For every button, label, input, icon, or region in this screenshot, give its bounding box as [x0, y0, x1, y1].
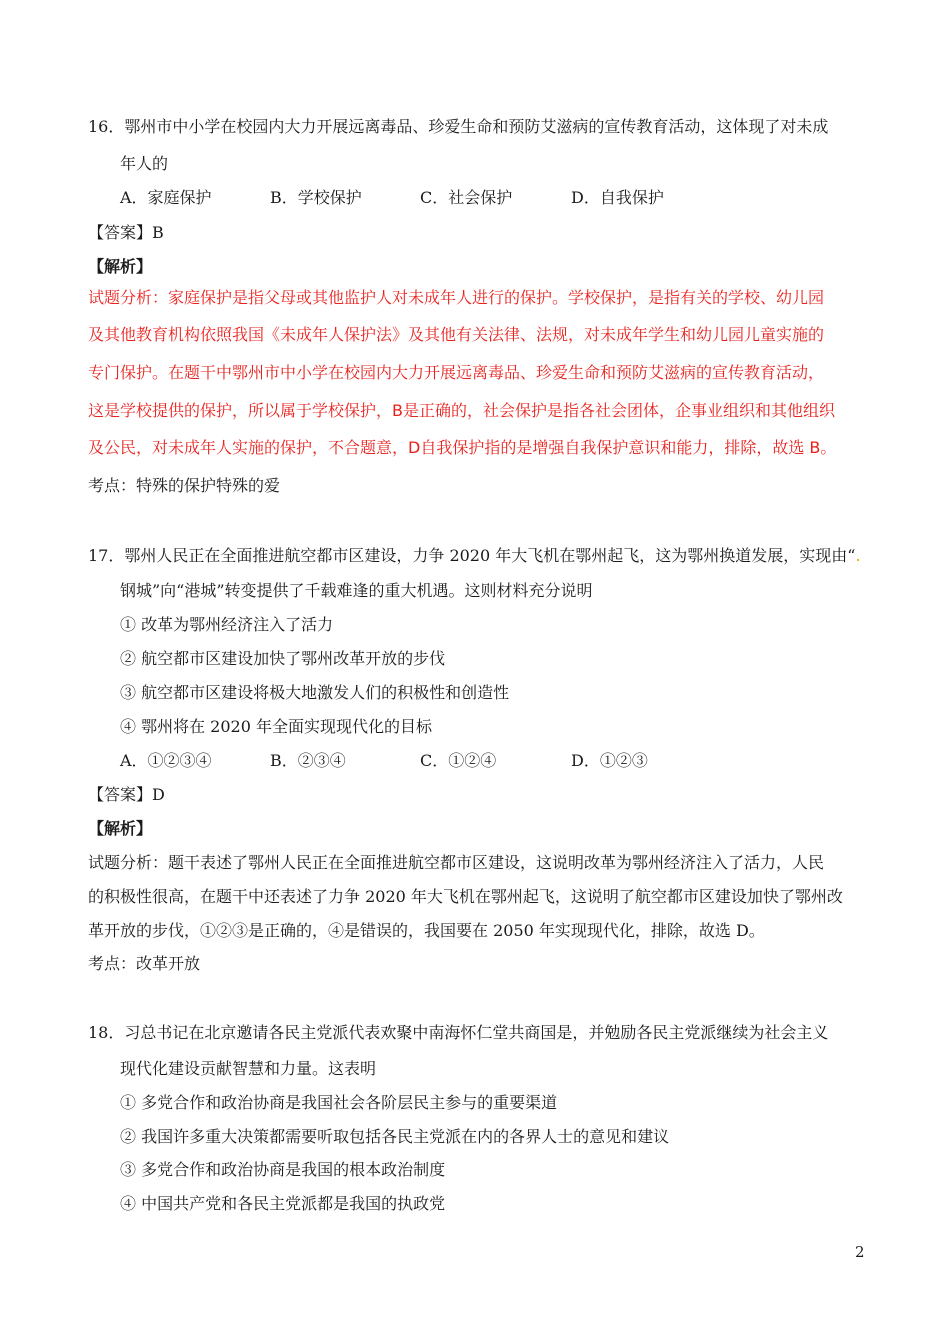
q17-analysis-line-2: 的积极性很高，在题干中还表述了力争 2020 年大飞机在鄂州起飞，这说明了航空都市区建设加快了鄂州改	[88, 887, 843, 906]
q16-stem-line-1: 16．鄂州市中小学在校园内大力开展远离毒品、珍爱生命和预防艾滋病的宣传教育活动，这体现了对未成	[88, 117, 829, 136]
q17-stem-dot: .	[855, 546, 861, 565]
q17-option-c: C．①②④	[420, 751, 497, 770]
q18-stem-line-2: 现代化建设贡献智慧和力量。这表明	[120, 1059, 377, 1078]
q16-stem-line-2: 年人的	[120, 154, 169, 173]
q17-analysis-line-3: 革开放的步伐，①②③是正确的，④是错误的，我国要在 2050 年实现现代化，排除，故选 D。	[88, 921, 765, 940]
q17-item-3: ③ 航空都市区建设将极大地激发人们的积极性和创造性	[120, 683, 510, 702]
q16-kaodian: 考点：特殊的保护特殊的爱	[88, 476, 281, 495]
q17-analysis-line-1: 试题分析：题干表述了鄂州人民正在全面推进航空都市区建设，这说明改革为鄂州经济注入了活力，人民	[88, 853, 825, 872]
q18-item-1: ① 多党合作和政治协商是我国社会各阶层民主参与的重要渠道	[120, 1093, 558, 1112]
q16-option-a: A．家庭保护	[120, 188, 212, 207]
q16-option-b: B．学校保护	[270, 188, 362, 207]
q18-item-2: ② 我国许多重大决策都需要听取包括各民主党派在内的各界人士的意见和建议	[120, 1127, 670, 1146]
q17-option-d: D．①②③	[571, 751, 648, 770]
q17-item-2: ② 航空都市区建设加快了鄂州改革开放的步伐	[120, 649, 446, 668]
q16-analysis-heading: 【解析】	[88, 257, 153, 276]
q17-stem-line-2: 钢城”向“港城”转变提供了千载难逢的重大机遇。这则材料充分说明	[120, 581, 593, 600]
q16-option-d: D．自我保护	[571, 188, 664, 207]
q17-answer: 【答案】D	[88, 785, 165, 804]
q17-option-a: A．①②③④	[120, 751, 212, 770]
page-number: 2	[855, 1243, 865, 1261]
q16-analysis-line-1: 试题分析：家庭保护是指父母或其他监护人对未成年人进行的保护。学校保护，是指有关的学校、幼儿园	[88, 288, 825, 307]
q16-analysis-line-3: 专门保护。在题干中鄂州市中小学在校园内大力开展远离毒品、珍爱生命和预防艾滋病的宣传教育活动，	[88, 363, 825, 382]
q17-item-1: ① 改革为鄂州经济注入了活力	[120, 615, 334, 634]
q17-item-4: ④ 鄂州将在 2020 年全面实现现代化的目标	[120, 717, 432, 736]
q17-stem-line-1	[88, 545, 861, 567]
q17-kaodian: 考点：改革开放	[88, 954, 201, 973]
q16-answer: 【答案】B	[88, 223, 164, 242]
q17-analysis-heading: 【解析】	[88, 819, 153, 838]
q16-analysis-line-4: 这是学校提供的保护，所以属于学校保护，B是正确的，社会保护是指各社会团体，企事业组织和其他组织	[88, 401, 835, 420]
q16-analysis-line-2: 及其他教育机构依照我国《未成年人保护法》及其他有关法律、法规，对未成年学生和幼儿园儿童实施的	[88, 325, 825, 344]
q18-stem-line-1: 18．习总书记在北京邀请各民主党派代表欢聚中南海怀仁堂共商国是，并勉励各民主党派继续为社会主义	[88, 1023, 829, 1042]
q18-item-3: ③ 多党合作和政治协商是我国的根本政治制度	[120, 1160, 446, 1179]
q17-option-b: B．②③④	[270, 751, 346, 770]
q17-stem-text: 17．鄂州人民正在全面推进航空都市区建设，力争 2020 年大飞机在鄂州起飞，这为鄂州换道发展，实现由“	[88, 546, 856, 565]
q18-item-4: ④ 中国共产党和各民主党派都是我国的执政党	[120, 1194, 446, 1213]
q16-analysis-line-5: 及公民，对未成年人实施的保护，不合题意，D自我保护指的是增强自我保护意识和能力，排除，故选 B。	[88, 438, 837, 457]
q16-option-c: C．社会保护	[420, 188, 513, 207]
